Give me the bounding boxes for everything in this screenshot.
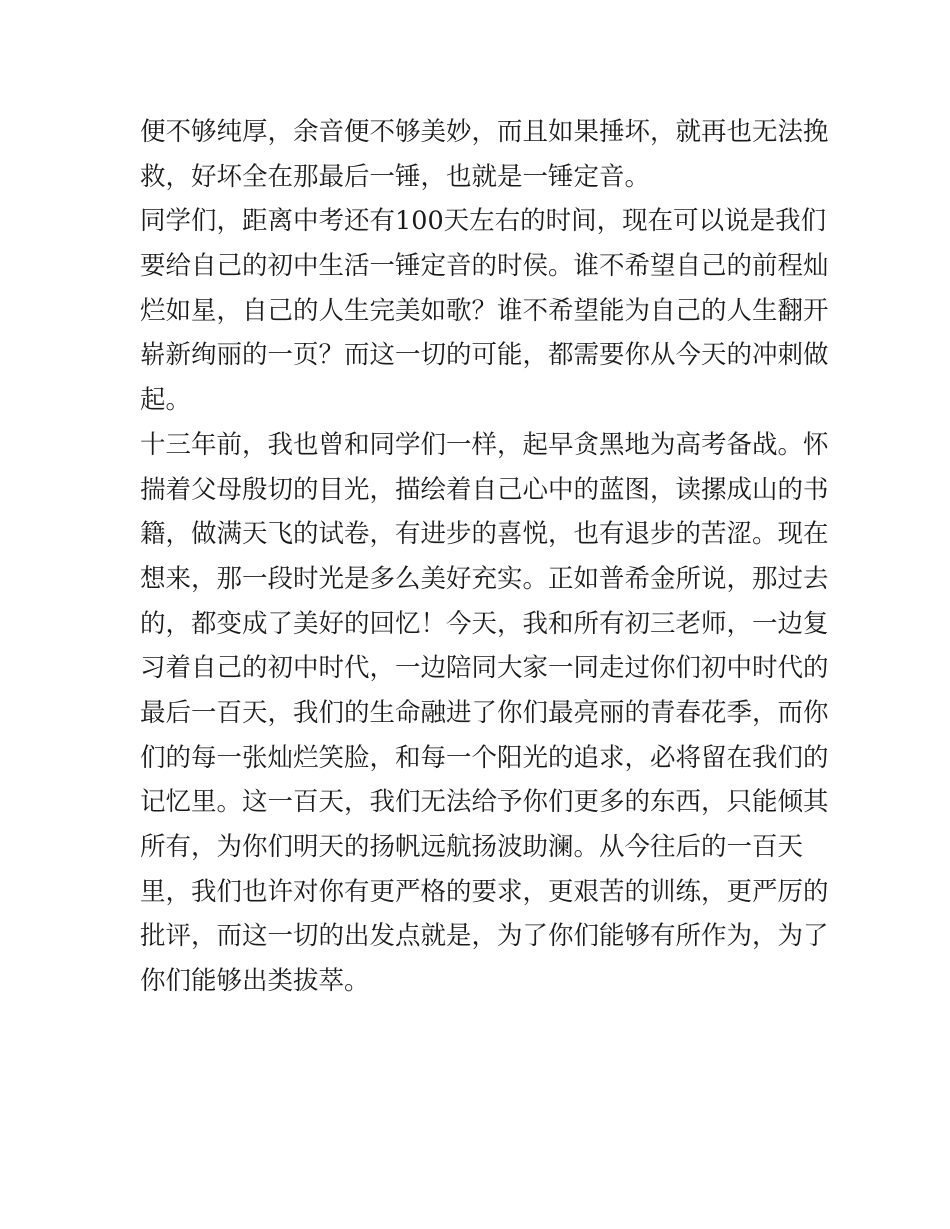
- text-line: 十三年前，我也曾和同学们一样，起早贪黑地为高考备战。怀: [140, 429, 829, 460]
- text-line: 要给自己的初中生活一锤定音的时侯。谁不希望自己的前程灿: [140, 251, 829, 282]
- text-line: 习着自己的初中时代，一边陪同大家一同走过你们初中时代的: [140, 653, 829, 684]
- text-line: 们的每一张灿烂笑脸，和每一个阳光的追求，必将留在我们的: [140, 742, 829, 773]
- text-line: 批评，而这一切的出发点就是，为了你们能够有所作为，为了: [140, 921, 829, 952]
- text-line: 救，好坏全在那最后一锤，也就是一锤定音。: [140, 161, 651, 192]
- text-line: 崭新绚丽的一页？而这一切的可能，都需要你从今天的冲刺做: [140, 340, 829, 371]
- body-text: [140, 110, 829, 1004]
- text-line: 同学们，距离中考还有100天左右的时间，现在可以说是我们: [140, 206, 827, 237]
- text-line: 里，我们也许对你有更严格的要求，更艰苦的训练，更严厉的: [140, 876, 829, 907]
- text-line: 记忆里。这一百天，我们无法给予你们更多的东西，只能倾其: [140, 787, 829, 818]
- text-line: 所有，为你们明天的扬帆远航扬波助澜。从今往后的一百天: [140, 832, 804, 862]
- text-line: 籍，做满天飞的试卷，有进步的喜悦，也有退步的苦涩。现在: [140, 519, 829, 550]
- text-line: 烂如星，自己的人生完美如歌？谁不希望能为自己的人生翻开: [140, 295, 829, 326]
- text-line: 揣着父母殷切的目光，描绘着自己心中的蓝图，读摞成山的书: [140, 474, 829, 505]
- text-line: 你们能够出类拔萃。: [140, 966, 370, 997]
- text-line: 起。: [140, 385, 192, 416]
- text-line: 便不够纯厚，余音便不够美妙，而且如果捶坏，就再也无法挽: [140, 117, 829, 147]
- text-line: 最后一百天，我们的生命融进了你们最亮丽的青春花季，而你: [140, 697, 829, 728]
- text-line: 想来，那一段时光是多么美好充实。正如普希金所说，那过去: [140, 563, 829, 594]
- text-line: 的，都变成了美好的回忆！今天，我和所有初三老师，一边复: [140, 608, 829, 639]
